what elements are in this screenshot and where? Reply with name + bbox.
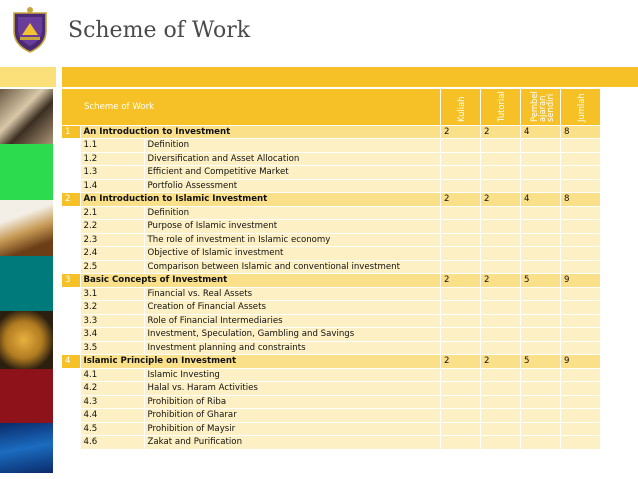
- topic-code: 4.6: [80, 436, 144, 450]
- topic-text: Portfolio Assessment: [144, 179, 441, 193]
- topic-code: 2.1: [80, 206, 144, 220]
- empty-cell: [481, 422, 521, 436]
- topic-code: 4.5: [80, 422, 144, 436]
- topic-code: 1.3: [80, 166, 144, 180]
- empty-cell: [521, 179, 561, 193]
- empty-cell: [441, 220, 481, 234]
- value-pembelajaran-sendiri: 5: [521, 355, 561, 369]
- empty-cell: [561, 395, 601, 409]
- empty-cell: [521, 314, 561, 328]
- empty-cell: [481, 206, 521, 220]
- empty-cell: [521, 368, 561, 382]
- header-rule-right: [62, 67, 638, 87]
- empty-cell: [521, 436, 561, 450]
- topic-row: [62, 139, 601, 153]
- table-header-row: [62, 89, 601, 125]
- section-number: 1: [62, 125, 80, 139]
- topic-text: Definition: [144, 139, 441, 153]
- empty-cell: [481, 368, 521, 382]
- section-title: An Introduction to Islamic Investment: [80, 193, 441, 207]
- col-header-kuliah: Kuliah: [441, 89, 481, 125]
- topic-row: [62, 382, 601, 396]
- empty-cell: [441, 287, 481, 301]
- empty-cell: [561, 341, 601, 355]
- topic-row: [62, 233, 601, 247]
- topic-row: [62, 166, 601, 180]
- topic-code: 4.1: [80, 368, 144, 382]
- value-jumlah: 9: [561, 355, 601, 369]
- side-color-block-teal: [0, 256, 53, 311]
- topic-row: [62, 368, 601, 382]
- empty-cell: [561, 152, 601, 166]
- empty-cell: [521, 152, 561, 166]
- row-spacer: [62, 233, 80, 247]
- topic-row: [62, 152, 601, 166]
- topic-text: Efficient and Competitive Market: [144, 166, 441, 180]
- empty-cell: [481, 301, 521, 315]
- empty-cell: [481, 233, 521, 247]
- row-spacer: [62, 287, 80, 301]
- empty-cell: [481, 179, 521, 193]
- topic-row: [62, 206, 601, 220]
- topic-text: Prohibition of Maysir: [144, 422, 441, 436]
- topic-code: 2.5: [80, 260, 144, 274]
- empty-cell: [441, 436, 481, 450]
- value-kuliah: 2: [441, 125, 481, 139]
- topic-code: 4.2: [80, 382, 144, 396]
- empty-cell: [521, 233, 561, 247]
- empty-cell: [481, 382, 521, 396]
- topic-code: 1.1: [80, 139, 144, 153]
- empty-cell: [561, 247, 601, 261]
- empty-cell: [441, 301, 481, 315]
- topic-row: [62, 179, 601, 193]
- empty-cell: [521, 328, 561, 342]
- empty-cell: [441, 206, 481, 220]
- topic-row: [62, 409, 601, 423]
- topic-row: [62, 220, 601, 234]
- empty-cell: [521, 409, 561, 423]
- topic-row: [62, 260, 601, 274]
- row-spacer: [62, 260, 80, 274]
- topic-text: Role of Financial Intermediaries: [144, 314, 441, 328]
- university-crest-logo: [10, 5, 50, 55]
- topic-text: Prohibition of Gharar: [144, 409, 441, 423]
- value-kuliah: 2: [441, 355, 481, 369]
- empty-cell: [441, 382, 481, 396]
- value-kuliah: 2: [441, 193, 481, 207]
- empty-cell: [561, 139, 601, 153]
- empty-cell: [481, 341, 521, 355]
- row-spacer: [62, 436, 80, 450]
- topic-text: Diversification and Asset Allocation: [144, 152, 441, 166]
- scheme-of-work-table: [62, 89, 601, 450]
- empty-cell: [561, 166, 601, 180]
- empty-cell: [561, 328, 601, 342]
- row-spacer: [62, 409, 80, 423]
- side-image-book: [0, 200, 53, 256]
- topic-text: Investment planning and constraints: [144, 341, 441, 355]
- empty-cell: [441, 247, 481, 261]
- empty-cell: [441, 341, 481, 355]
- empty-cell: [481, 139, 521, 153]
- topic-text: Definition: [144, 206, 441, 220]
- section-title: An Introduction to Investment: [80, 125, 441, 139]
- topic-row: [62, 436, 601, 450]
- empty-cell: [561, 368, 601, 382]
- topic-code: 3.3: [80, 314, 144, 328]
- empty-cell: [521, 220, 561, 234]
- topic-text: Islamic Investing: [144, 368, 441, 382]
- topic-code: 1.4: [80, 179, 144, 193]
- empty-cell: [441, 409, 481, 423]
- empty-cell: [441, 395, 481, 409]
- side-image-gold-coin: [0, 311, 53, 369]
- topic-text: Prohibition of Riba: [144, 395, 441, 409]
- value-tutorial: 2: [481, 355, 521, 369]
- section-title: Islamic Principle on Investment: [80, 355, 441, 369]
- side-image-coins: [0, 89, 53, 144]
- empty-cell: [481, 328, 521, 342]
- row-spacer: [62, 422, 80, 436]
- value-tutorial: 2: [481, 193, 521, 207]
- topic-code: 3.5: [80, 341, 144, 355]
- row-spacer: [62, 166, 80, 180]
- row-spacer: [62, 341, 80, 355]
- section-title: Basic Concepts of Investment: [80, 274, 441, 288]
- row-spacer: [62, 247, 80, 261]
- empty-cell: [521, 247, 561, 261]
- empty-cell: [481, 287, 521, 301]
- empty-cell: [481, 314, 521, 328]
- value-jumlah: 8: [561, 193, 601, 207]
- topic-code: 3.1: [80, 287, 144, 301]
- topic-text: Comparison between Islamic and conventional investment: [144, 260, 441, 274]
- empty-cell: [481, 166, 521, 180]
- row-spacer: [62, 179, 80, 193]
- empty-cell: [441, 260, 481, 274]
- topic-row: [62, 287, 601, 301]
- topic-text: The role of investment in Islamic economy: [144, 233, 441, 247]
- value-tutorial: 2: [481, 274, 521, 288]
- topic-code: 1.2: [80, 152, 144, 166]
- empty-cell: [441, 152, 481, 166]
- empty-cell: [441, 139, 481, 153]
- section-number: 2: [62, 193, 80, 207]
- empty-cell: [441, 166, 481, 180]
- empty-cell: [441, 422, 481, 436]
- empty-cell: [561, 314, 601, 328]
- row-spacer: [62, 328, 80, 342]
- topic-text: Purpose of Islamic investment: [144, 220, 441, 234]
- topic-row: [62, 341, 601, 355]
- value-pembelajaran-sendiri: 4: [521, 193, 561, 207]
- topic-code: 4.3: [80, 395, 144, 409]
- topic-code: 2.2: [80, 220, 144, 234]
- empty-cell: [441, 368, 481, 382]
- empty-cell: [521, 382, 561, 396]
- topic-code: 3.4: [80, 328, 144, 342]
- section-number: 4: [62, 355, 80, 369]
- side-color-block-green: [0, 144, 53, 200]
- topic-code: 2.4: [80, 247, 144, 261]
- empty-cell: [521, 206, 561, 220]
- topic-text: Financial vs. Real Assets: [144, 287, 441, 301]
- col-header-pembelajaran-sendiri: Pembel ajaran sendiri: [521, 89, 561, 125]
- row-spacer: [62, 301, 80, 315]
- table-header-label: Scheme of Work: [62, 89, 441, 125]
- empty-cell: [521, 287, 561, 301]
- empty-cell: [481, 260, 521, 274]
- empty-cell: [481, 409, 521, 423]
- header-rule-left: [0, 67, 56, 87]
- empty-cell: [561, 179, 601, 193]
- topic-code: 3.2: [80, 301, 144, 315]
- section-row: [62, 193, 601, 207]
- empty-cell: [441, 314, 481, 328]
- row-spacer: [62, 206, 80, 220]
- row-spacer: [62, 395, 80, 409]
- value-jumlah: 9: [561, 274, 601, 288]
- empty-cell: [521, 139, 561, 153]
- value-tutorial: 2: [481, 125, 521, 139]
- empty-cell: [481, 436, 521, 450]
- empty-cell: [561, 436, 601, 450]
- topic-text: Investment, Speculation, Gambling and Savings: [144, 328, 441, 342]
- empty-cell: [441, 179, 481, 193]
- topic-text: Halal vs. Haram Activities: [144, 382, 441, 396]
- empty-cell: [441, 233, 481, 247]
- empty-cell: [481, 152, 521, 166]
- table-body: [62, 125, 601, 449]
- value-jumlah: 8: [561, 125, 601, 139]
- col-header-jumlah: Jumlah: [561, 89, 601, 125]
- section-number: 3: [62, 274, 80, 288]
- empty-cell: [561, 301, 601, 315]
- empty-cell: [521, 301, 561, 315]
- topic-code: 2.3: [80, 233, 144, 247]
- section-row: [62, 355, 601, 369]
- col-header-tutorial: Tutorial: [481, 89, 521, 125]
- empty-cell: [561, 287, 601, 301]
- row-spacer: [62, 314, 80, 328]
- topic-code: 4.4: [80, 409, 144, 423]
- empty-cell: [561, 409, 601, 423]
- side-color-block-maroon: [0, 369, 53, 423]
- topic-text: Zakat and Purification: [144, 436, 441, 450]
- empty-cell: [561, 382, 601, 396]
- topic-text: Creation of Financial Assets: [144, 301, 441, 315]
- topic-row: [62, 328, 601, 342]
- empty-cell: [561, 260, 601, 274]
- row-spacer: [62, 152, 80, 166]
- section-row: [62, 125, 601, 139]
- topic-row: [62, 395, 601, 409]
- empty-cell: [561, 220, 601, 234]
- empty-cell: [481, 247, 521, 261]
- topic-row: [62, 314, 601, 328]
- topic-row: [62, 247, 601, 261]
- empty-cell: [481, 395, 521, 409]
- empty-cell: [441, 328, 481, 342]
- empty-cell: [521, 422, 561, 436]
- row-spacer: [62, 368, 80, 382]
- empty-cell: [521, 260, 561, 274]
- value-pembelajaran-sendiri: 4: [521, 125, 561, 139]
- empty-cell: [561, 206, 601, 220]
- empty-cell: [561, 233, 601, 247]
- row-spacer: [62, 139, 80, 153]
- empty-cell: [521, 166, 561, 180]
- row-spacer: [62, 220, 80, 234]
- empty-cell: [481, 220, 521, 234]
- empty-cell: [521, 395, 561, 409]
- row-spacer: [62, 382, 80, 396]
- page-title: Scheme of Work: [68, 18, 251, 43]
- topic-row: [62, 422, 601, 436]
- side-image-stock-chart: [0, 423, 53, 473]
- value-pembelajaran-sendiri: 5: [521, 274, 561, 288]
- value-kuliah: 2: [441, 274, 481, 288]
- topic-row: [62, 301, 601, 315]
- empty-cell: [521, 341, 561, 355]
- topic-text: Objective of Islamic investment: [144, 247, 441, 261]
- empty-cell: [561, 422, 601, 436]
- section-row: [62, 274, 601, 288]
